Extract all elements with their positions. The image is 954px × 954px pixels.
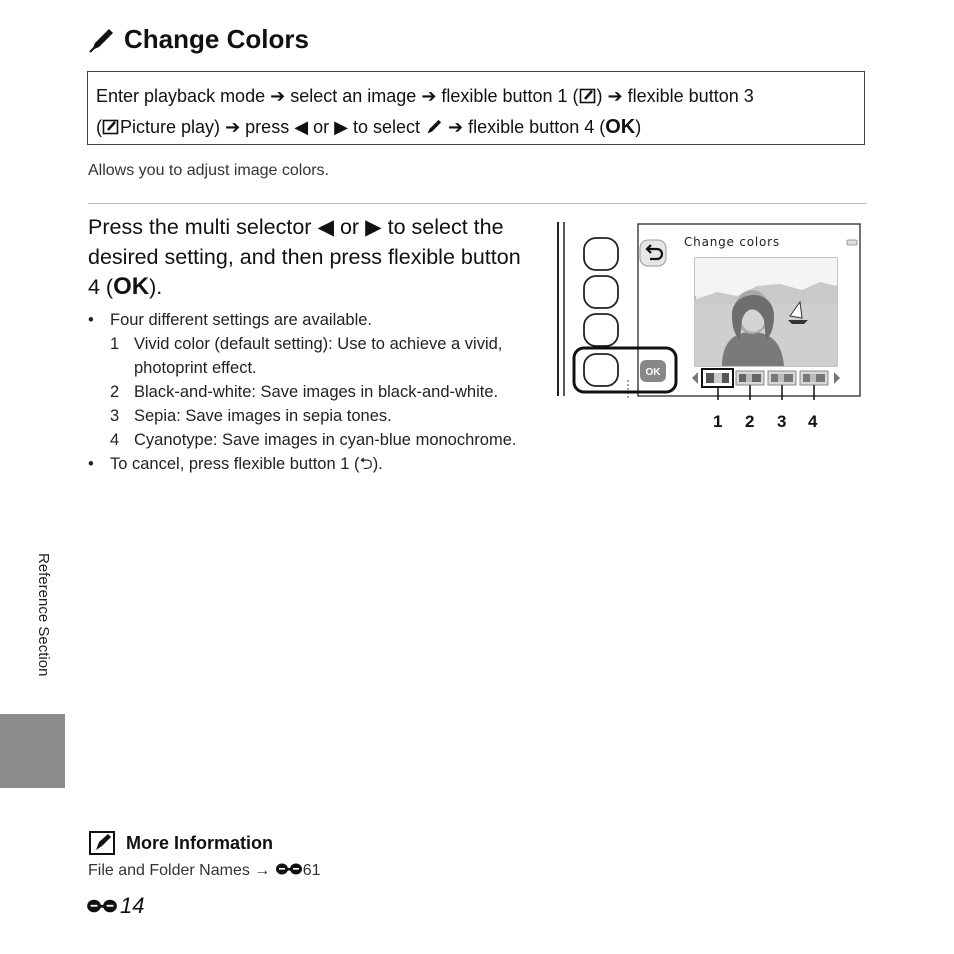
picture-play-icon <box>102 116 120 144</box>
list-item: 1 Vivid color (default setting): Use to achieve a vivid, photoprint effect. <box>110 335 503 377</box>
bullet-dot: • <box>88 455 94 473</box>
screen-title: Change colors <box>684 235 780 249</box>
triangle-left-icon: ◀ <box>317 215 334 239</box>
battery-icon <box>847 240 857 245</box>
page-title <box>88 24 309 55</box>
flexible-button-1[interactable] <box>584 238 618 270</box>
callout-2: 2 <box>745 412 755 431</box>
arrow-right-icon: ➔ <box>270 86 286 106</box>
flexible-button-4[interactable] <box>584 354 618 386</box>
list-item: • Four different settings are available. <box>88 308 608 332</box>
callout-4: 4 <box>808 412 818 431</box>
description-text: Allows you to adjust image colors. <box>88 162 329 179</box>
ok-icon: OK <box>605 116 636 138</box>
navigation-line-1: Enter playback mode ➔ select an image ➔ flexible button 1 ( ) ➔ flexible button 3 <box>96 82 854 113</box>
numbered-list <box>88 332 508 404</box>
callout-3: 3 <box>777 412 787 431</box>
paint-pen-icon <box>425 116 443 144</box>
arrow-right-icon: ➔ <box>421 86 437 106</box>
arrow-right-icon: → <box>254 862 271 879</box>
triangle-right-icon: ▶ <box>334 117 348 137</box>
page-title-text: Change Colors <box>124 24 309 54</box>
arrow-right-icon: ➔ <box>225 117 241 137</box>
ok-label: OK <box>645 367 661 378</box>
flexible-button-2[interactable] <box>584 276 618 308</box>
section-tab <box>0 714 65 788</box>
reference-section-icon <box>86 898 118 914</box>
callout-1: 1 <box>713 412 723 431</box>
arrow-right-icon: ➔ <box>448 117 464 137</box>
list-item: 4 Cyanotype: Save images in cyan-blue monochrome. <box>110 431 517 449</box>
section-side-label: Reference Section <box>35 553 52 677</box>
flexible-button-3[interactable] <box>584 314 618 346</box>
memo-pencil-icon <box>88 830 116 856</box>
retouch-icon <box>579 85 597 113</box>
navigation-path-box <box>87 71 865 145</box>
instruction-heading: Press the multi selector ◀ or ▶ to select the desired setting, and then press flexible button 4 (OK). <box>88 215 521 300</box>
navigation-line-2: ( Picture play) ➔ press ◀ or ▶ to select ➔ flexible button 4 (OK) <box>96 113 854 144</box>
bullet-dot: • <box>88 311 94 329</box>
triangle-left-icon: ◀ <box>294 117 309 137</box>
camera-screen-illustration <box>552 220 864 400</box>
paint-pen-icon <box>88 26 116 54</box>
list-item: 2 Black-and-white: Save images in black-and-white. <box>110 383 499 401</box>
page-number: 14 <box>86 893 144 919</box>
arrow-right-icon: ➔ <box>607 86 623 106</box>
more-info-link[interactable]: File and Folder Names → 61 <box>88 862 321 879</box>
triangle-right-icon: ▶ <box>365 215 382 239</box>
preview-photo <box>695 258 837 366</box>
ok-icon: OK <box>113 273 150 300</box>
back-icon: ⮌ <box>359 455 373 473</box>
reference-section-icon <box>275 862 303 876</box>
list-item: • To cancel, press flexible button 1 (⮌). <box>88 452 608 476</box>
list-item: 3 Sepia: Save images in sepia tones. <box>110 407 392 425</box>
divider <box>88 203 866 204</box>
more-info-heading: More Information <box>88 830 273 856</box>
bullet-list <box>88 308 608 476</box>
